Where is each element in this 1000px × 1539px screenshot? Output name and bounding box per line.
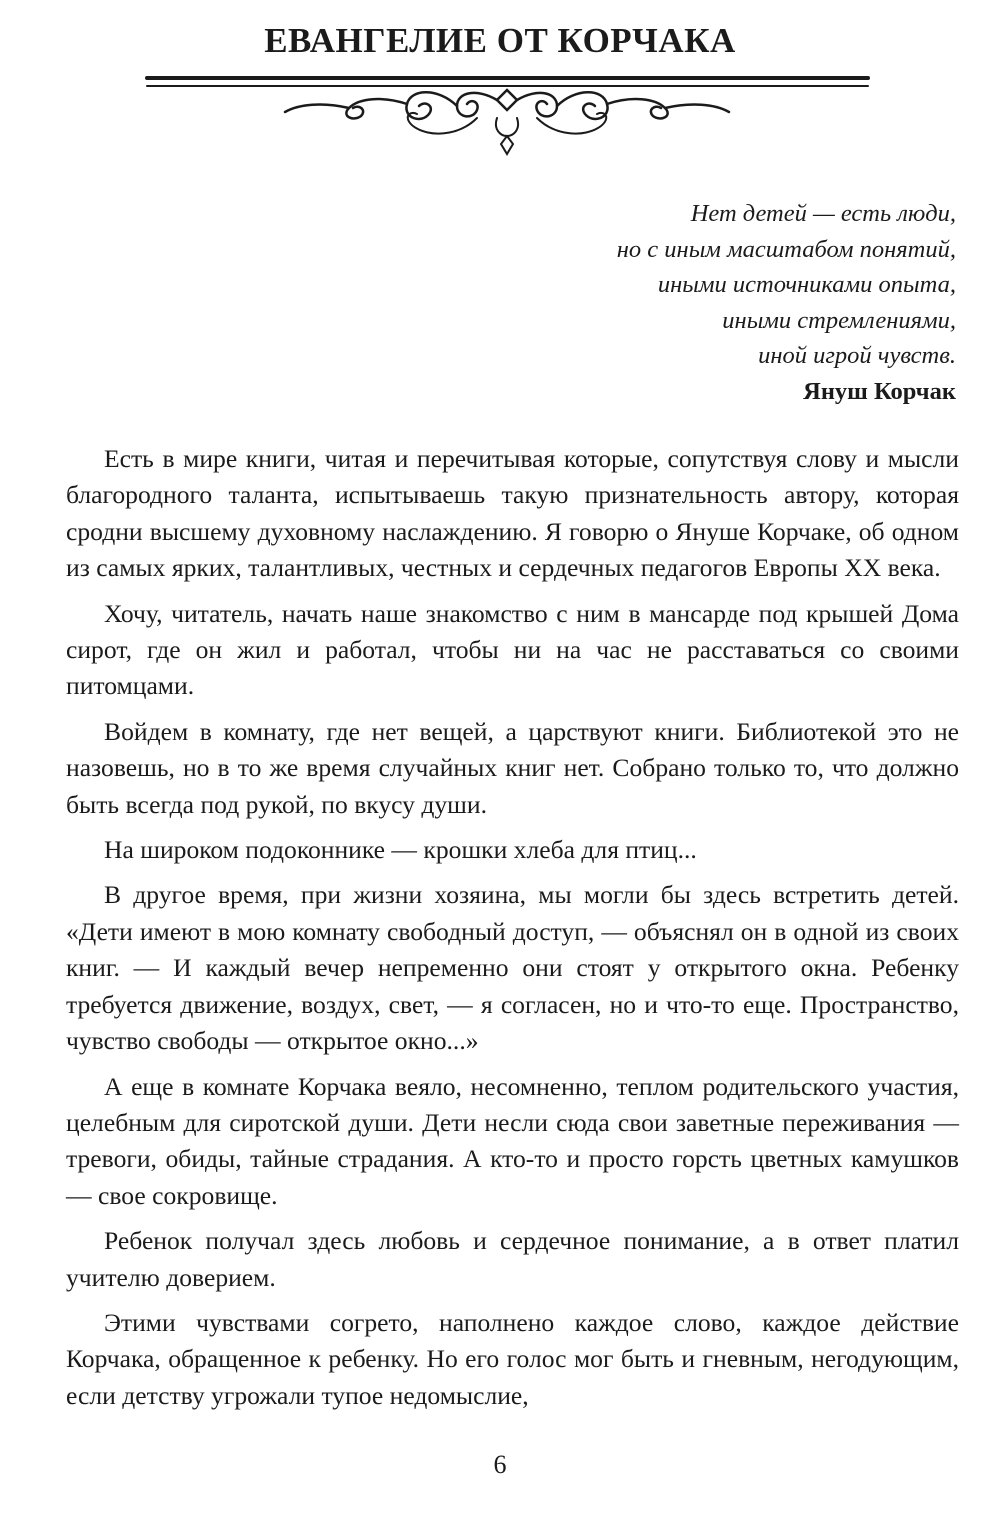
epigraph-line: иными стремлениями, (722, 306, 956, 334)
paragraph: А еще в комнате Корчака веяло, несомненно, теплом родительского участия, целебным для сиротской души. Дети несли сюда свои заветные переживания — тревоги, обиды, тайные страдания. А кто-то и просто горсть цветных камушков — свое сокровище. (66, 1071, 959, 1210)
paragraph: На широком подоконнике — крошки хлеба для птиц... (104, 835, 697, 865)
paragraph: Хочу, читатель, начать наше знакомство с ним в мансарде под крышей Дома сирот, где он жил и работал, чтобы ни на час не расставаться со своими питомцами. (66, 598, 959, 701)
body-text (66, 441, 959, 1423)
paragraph: В другое время, при жизни хозяина, мы могли бы здесь встретить детей. «Дети имеют в мою комнату свободный доступ, — объяснял он в одной из своих книг. — И каждый вечер непременно они стоят у открытого окна. Ребенку требуется движение, воздух, свет, — я согласен, но и что-то еще. Пространство, чувство свободы — открытое окно...» (66, 880, 959, 1056)
page-title: ЕВАНГЕЛИЕ ОТ КОРЧАКА (264, 21, 736, 60)
paragraph: Этими чувствами согрето, наполнено каждое слово, каждое действие Корчака, обращенное к ребенку. Но его голос мог быть и гневным, негодующим, если детству угрожали тупое недомыслие, (66, 1307, 959, 1410)
epigraph-line: но с иным масштабом понятий, (616, 235, 956, 263)
paragraph: Есть в мире книги, читая и перечитывая которые, сопутствуя слову и мысли благородного таланта, испытываешь такую признательность автору, которая сродни высшему духовному наслаждению. Я говорю о Януше Корчаке, об одном из самых ярких, талантливых, честных и сердечных педагогов Европы XX века. (66, 444, 959, 583)
epigraph-line: иной игрой чувств. (758, 342, 956, 369)
epigraph-author: Януш Корчак (803, 377, 956, 405)
paragraph: Войдем в комнату, где нет вещей, а царствуют книги. Библиотекой это не назовешь, но в то же время случайных книг нет. Собрано только то, что должно быть всегда под рукой, по вкусу души. (66, 716, 959, 819)
paragraph: Ребенок получал здесь любовь и сердечное понимание, а в ответ платил учителю доверием. (66, 1226, 959, 1292)
epigraph (396, 196, 956, 409)
page-number: 6 (493, 1450, 507, 1479)
epigraph-line: иными источниками опыта, (657, 271, 956, 298)
scroll-ornament-icon (145, 74, 870, 159)
epigraph-line: Нет детей — есть люди, (690, 200, 956, 227)
